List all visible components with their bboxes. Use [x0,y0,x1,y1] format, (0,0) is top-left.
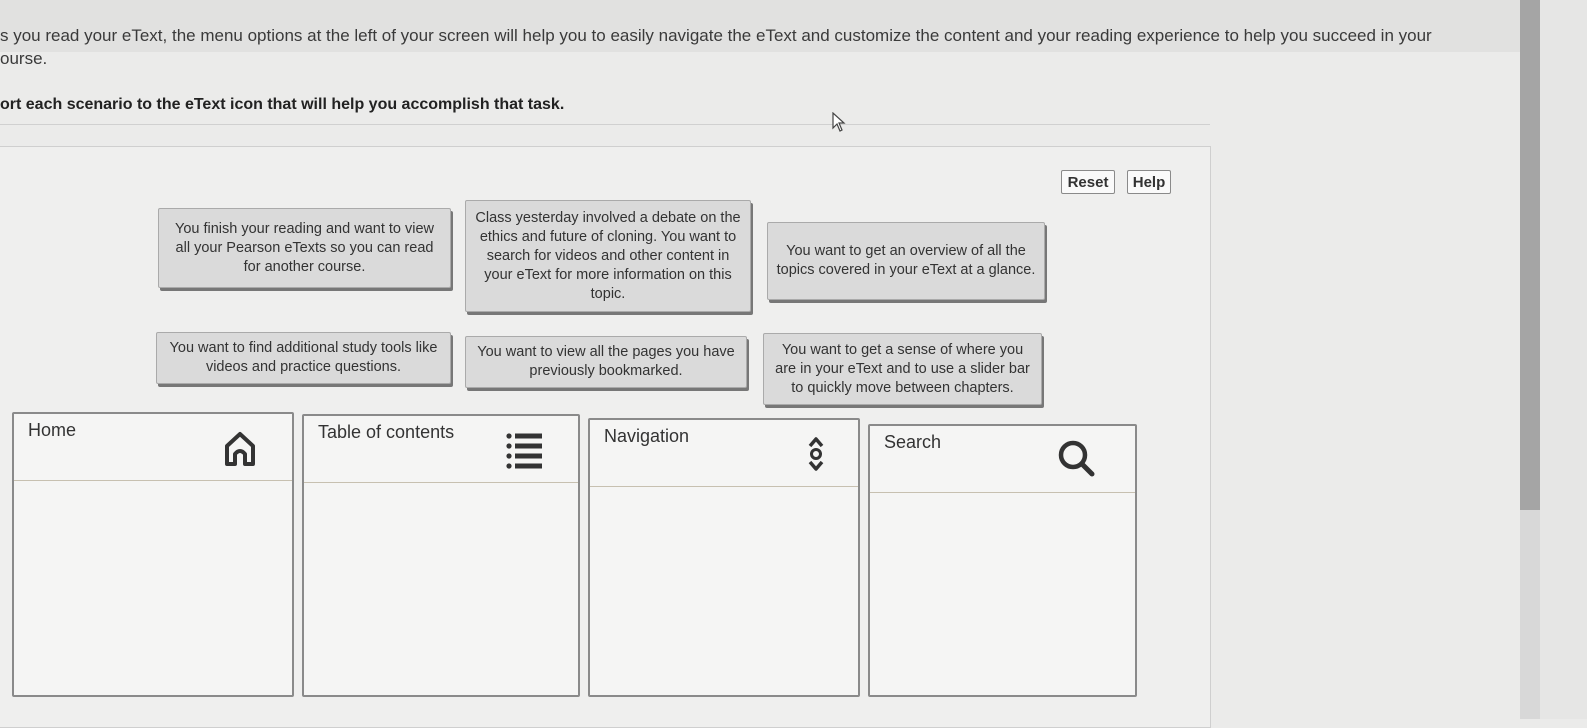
mouse-cursor-icon [832,112,846,132]
search-icon [1056,438,1096,478]
bucket-home[interactable] [12,412,294,697]
bucket-header [870,426,1135,493]
scenario-card[interactable]: You want to find additional study tools like videos and practice questions. [156,332,451,384]
bucket-label: Table of contents [318,422,455,442]
window-edge [1540,0,1587,719]
bucket-navigation[interactable] [588,418,860,697]
bucket-label: Home [28,420,77,440]
reset-button[interactable]: Reset [1061,170,1115,194]
bucket-search[interactable] [868,424,1137,697]
scenario-card[interactable]: You want to get an overview of all the topics covered in your eText at a glance. [767,222,1045,300]
home-icon [220,428,260,468]
scenario-card[interactable]: You want to get a sense of where you are in your eText and to use a slider bar to quickly move between chapters. [763,333,1042,405]
scenario-card[interactable]: You want to view all the pages you have previously bookmarked. [465,336,747,388]
help-button[interactable]: Help [1127,170,1171,194]
bucket-header [304,416,578,483]
divider [0,124,1210,125]
bucket-table-of-contents[interactable] [302,414,580,697]
scenario-card[interactable]: Class yesterday involved a debate on the ethics and future of cloning. You want to search for videos and other content in your eText for more information on this topic. [465,200,751,312]
bucket-header [14,414,292,481]
bucket-label: Search [884,432,942,452]
intro-line-2: ourse. [0,49,48,68]
list-icon [504,430,544,470]
intro-line-1: s you read your eText, the menu options at the left of your screen will help you to easily navigate the eText and customize the content and your reading experience to help you succeed in your [0,26,1432,45]
bucket-label: Navigation [604,426,690,446]
instruction-text: ort each scenario to the eText icon that will help you accomplish that task. [0,96,565,113]
navigation-icon [796,434,836,474]
scrollbar-thumb[interactable] [1520,0,1540,510]
scenario-card[interactable]: You finish your reading and want to view all your Pearson eTexts so you can read for another course. [158,208,451,288]
intro-text [0,24,1510,70]
bucket-header [590,420,858,487]
